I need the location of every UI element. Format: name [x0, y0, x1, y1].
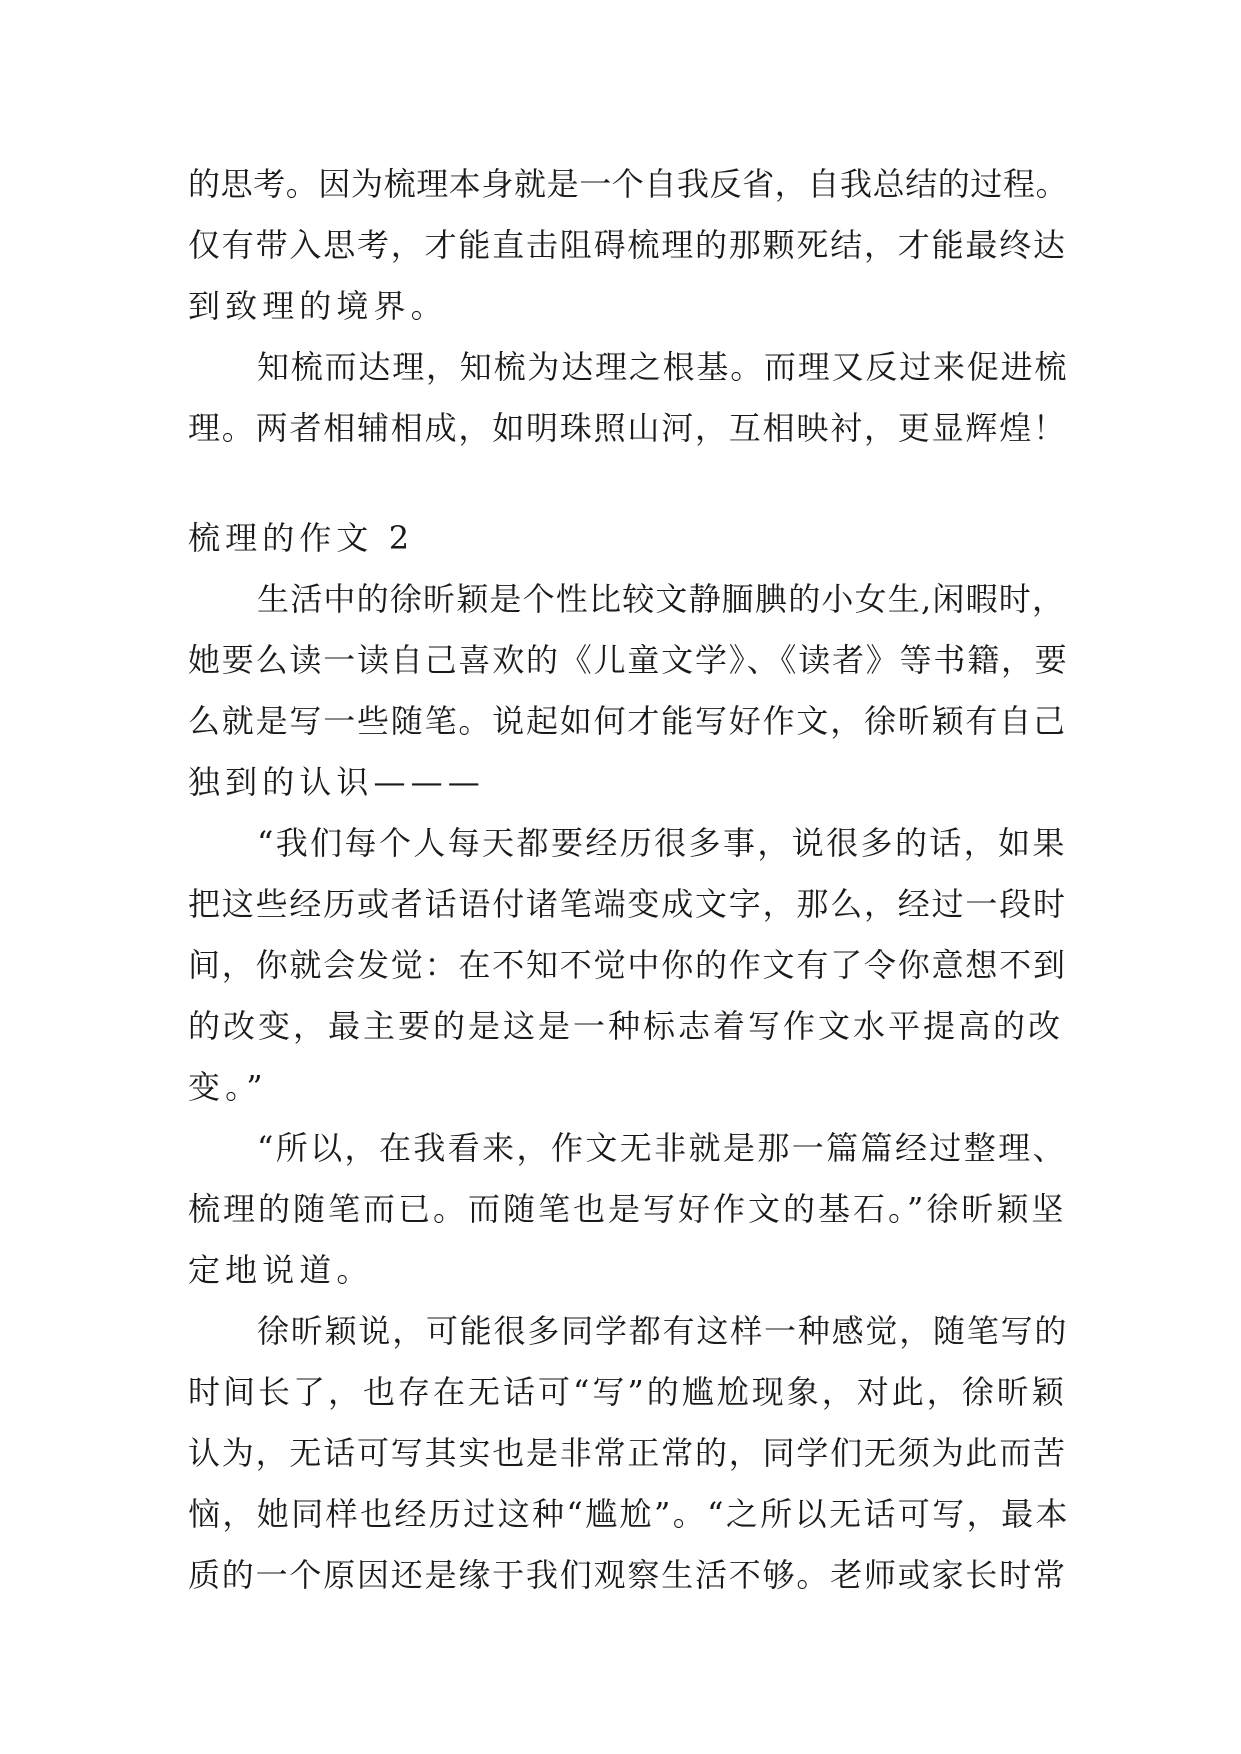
- text-line: 定地说道。: [188, 1251, 374, 1289]
- text-line: “所以，在我看来，作文无非就是那一篇篇经过整理、: [257, 1129, 1067, 1167]
- section-heading: 梳理的作文 2: [188, 519, 415, 557]
- text-line: 时间长了，也存在无话可“写”的尴尬现象，对此，徐昕颖: [188, 1373, 1067, 1411]
- text-line: 独到的认识———: [188, 763, 485, 801]
- text-line: 恼，她同样也经历过这种“尴尬”。“之所以无话可写，最本: [188, 1495, 1070, 1533]
- text-line: 知梳而达理，知梳为达理之根基。而理又反过来促进梳: [257, 348, 1069, 386]
- text-line: 质的一个原因还是缘于我们观察生活不够。老师或家长时常: [188, 1556, 1067, 1594]
- text-line: 间，你就会发觉：在不知不觉中你的作文有了令你意想不到: [188, 946, 1067, 984]
- text-line: 认为，无话可写其实也是非常正常的，同学们无须为此而苦: [188, 1434, 1067, 1472]
- text-line: 她要么读一读自己喜欢的《儿童文学》、《读者》等书籍，要: [188, 641, 1069, 679]
- text-line: 把这些经历或者话语付诸笔端变成文字，那么，经过一段时: [188, 885, 1067, 923]
- text-line: 理。两者相辅相成，如明珠照山河，互相映衬，更显辉煌！: [188, 409, 1067, 447]
- text-line: 的改变，最主要的是这是一种标志着写作文水平提高的改: [188, 1007, 1064, 1045]
- text-line: 生活中的徐昕颖是个性比较文静腼腆的小女生,闲暇时，: [257, 580, 1066, 618]
- text-line: “我们每个人每天都要经历很多事，说很多的话，如果: [257, 824, 1067, 862]
- text-line: 到致理的境界。: [188, 287, 448, 325]
- text-line: 的思考。因为梳理本身就是一个自我反省，自我总结的过程。: [188, 165, 1069, 203]
- text-line: 徐昕颖说，可能很多同学都有这样一种感觉，随笔写的: [257, 1312, 1069, 1350]
- text-line: 变。”: [188, 1068, 268, 1106]
- text-line: 么就是写一些随笔。说起如何才能写好作文，徐昕颖有自己: [188, 702, 1067, 740]
- text-line: 仅有带入思考，才能直击阻碍梳理的那颗死结，才能最终达: [188, 226, 1067, 264]
- text-line: 梳理的随笔而已。而随笔也是写好作文的基石。”徐昕颖坚: [188, 1190, 1067, 1228]
